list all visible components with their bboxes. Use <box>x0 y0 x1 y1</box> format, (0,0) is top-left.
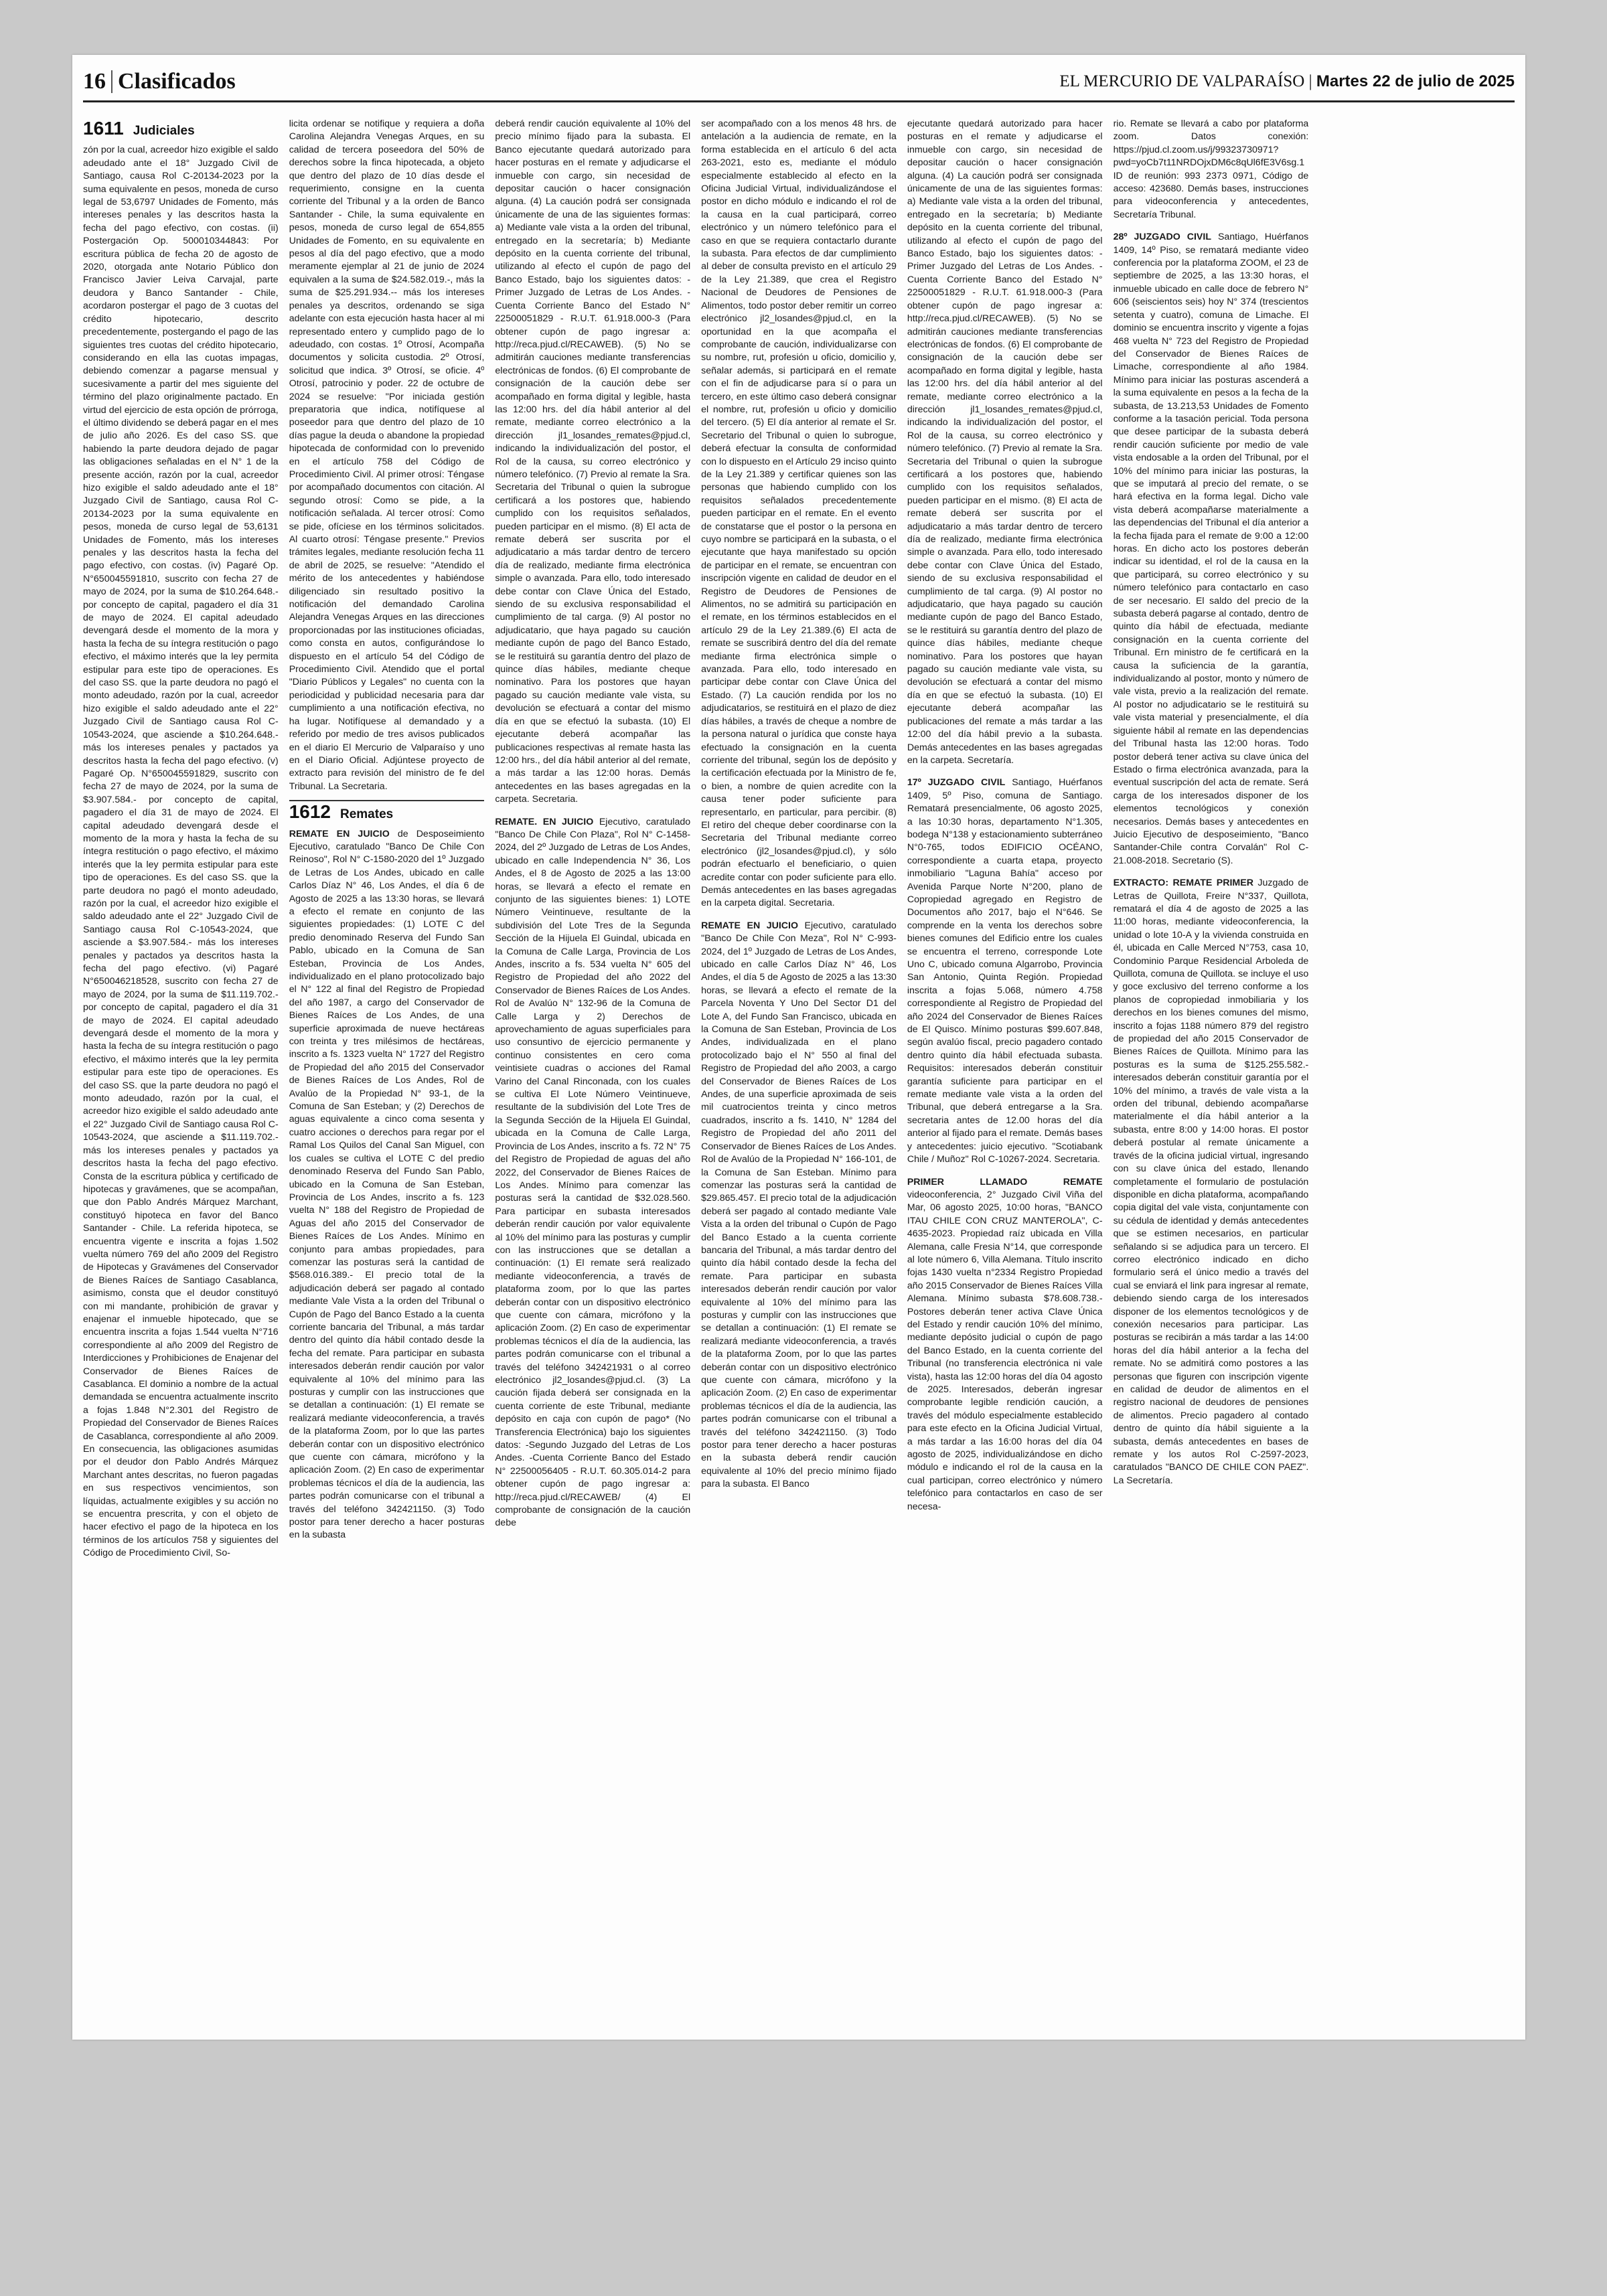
column-2 <box>289 118 485 2030</box>
notice-lead: 28º JUZGADO CIVIL <box>1113 232 1211 243</box>
newspaper-page <box>72 55 1525 2040</box>
section-title: Remates <box>340 807 394 822</box>
notice-text: rio. Remate se llevará a cabo por plataforma zoom. Datos conexión: https://pjud.cl.zoom.us/j/99323730971?pwd=yoCb7t11NRDOjxDM6c8qUl6fE3V6sg.1 ID de reunión: 993 2373 0971, Código de acceso: 423680. Demás bases, instrucciones para videoconferencia y antecedentes, Secretaría Tribunal. <box>1113 118 1309 220</box>
notice-text: ser acompañado con a los menos 48 hrs. de antelación a la audiencia de remate, en la forma establecida en el artículo 6 del acta 263-2021, esto es, mediante el módulo especialmente establecido al efecto en la Oficina Judicial Virtual, individualizándose el postor en dicho módulo e indicando el rol de la causa en la cual participará, correo electrónico y un número telefónico para el caso en que se requiera contactarlo durante la subasta. Para efectos de dar cumplimiento al deber de consulta previsto en el artículo 29 de la Ley 21.389, que crea el Registro Nacional de Deudores de Pensiones de Alimentos, todo postor deber remitir un correo electrónico jl2_losandes@pjud.cl, en la oportunidad en la que acompaña el comprobante de caución, individualizarse con su nombre, rut, profesión u oficio, domicilio y, señalar además, si participará en el remate con el fin de adjudicarse para sí o para un tercero, en este último caso deberá consignar el nombre, rut, profesión u oficio y domicilio del tercero. (5) El día anterior al remate el Sr. Secretario del Tribunal o quien lo subrogue, deberá efectuar la consulta de conformidad con lo dispuesto en el Artículo 29 inciso quinto de la Ley 21.389 y certificar quienes son las personas que habiendo cumplido con los requisitos señalados precedentemente pueden participar en el remate. En el evento de constatarse que el postor o la persona en cuyo nombre se participará en la subasta, o el ejecutante que haya manifestado su opción de participar en el remate, se encuentran con inscripción vigente en calidad de deudor en el Registro de Deudores de Pensiones de Alimentos, no se admitirá su participación en el remate, en los términos establecidos en el artículo 29 de la Ley 21.389.(6) El acta de remate se suscribirá dentro del día del remate mediante firma electrónica simple o avanzada. Para ello, todo interesado en participar debe contar con Clave Única del Estado. (7) La caución rendida por los no adjudicatarios, se restituirá en el plazo de diez días hábiles, a través de cheque a nombre de la persona natural o jurídica que conste haya efectuado la consignación en la cuenta corriente del tribunal, según los de depósito y la certificación efectuada por la Ministro de fe, o bien, a nombre de quien acredite con la causa tener poder suficiente para representarlo, en particular, para percibir. (8) El retiro del cheque deber coordinarse con la Secretaria del Tribunal mediante correo electrónico (jl2_losandes@pjud.cl), y sólo podrán efectuarlo el beneficiario, o quien acredite contar con poder suficiente para ello. Demás antecedentes en las bases agregadas en la carpeta digital. Secretaria. <box>701 118 897 909</box>
section-title: Judiciales <box>133 124 195 138</box>
notice-lead: 17º JUZGADO CIVIL <box>907 777 1006 789</box>
notice-body: Santiago, Huérfanos 1409, 14º Piso, se rematará mediante video conferencia por la plataforma ZOOM, el 23 de septiembre de 2025, a las 13:30 horas, el inmueble ubicado en calle doce de febrero N° 606 (seiscientos seis) hoy N° 374 (trescientos setenta y cuatro), comuna de Limache. El dominio se encuentra inscrito y vigente a fojas 468 vuelta N° 723 del Registro de Propiedad del Conservador de Bienes Raíces de Limache, correspondiente al año 1984. Mínimo para iniciar las posturas ascenderá a la suma equivalente en pesos a la fecha de la subasta, de 13.213,53 Unidades de Fomento conforme a la tasación pericial. Toda persona que desee participar de la subasta deberá rendir caución suficiente por medio de vale vista endosable a la orden del Tribunal, por el 10% del mínimo para iniciar las posturas, la que se imputará al precio del remate, o se hará efectiva en la forma legal. Dicho vale vista deberá acompañarse materialmente a las dependencias del Tribunal el día anterior a la fecha fijada para el remate de 9:00 a 12:00 horas. En dicho acto los postores deberán indicar su identidad, el rol de la causa en la que participará, su correo electrónico y su número telefónico para contactarlo en caso de ser necesario. El saldo del precio de la subasta deberá pagarse al contado, dentro de quinto día hábil de efectuada, mediante consignación en la cuenta corriente del Tribunal. Ern ministro de fe certificará en la causa la suficiencia de la garantía, individualizando al postor, monto y número de vale vista, previo a la realización del remate. Al postor no adjudicatario se le restituirá su vale vista material y presencialmente, el día siguiente hábil al remate en las dependencias del Tribunal hasta las 12:00 horas. Todo postor deberá tener activa su clave única del Estado o firma electrónica avanzada, para la eventual suscripción del acta de remate. Será carga de los interesados disponer de los elementos tecnológicos y conexión necesarios. Demás bases y antecedentes en Juicio Ejecutivo de desposeimiento, "Banco Santander-Chile contra Corvalán" Rol C-21.008-2018. Secretario (S). <box>1113 232 1309 866</box>
column-6 <box>1114 118 1309 2030</box>
notice-body: Ejecutivo, caratulado "Banco De Chile Con Plaza", Rol N° C-1458-2024, del 2º Juzgado de Letras de Los Andes, ubicado en calle Independencia N° 36, Los Andes, el 8 de Agosto de 2025 a las 13:00 horas, se llevará a efecto el remate en conjunto de las siguientes bienes: 1) LOTE Número Veintinueve, resultante de la subdivisión del Lote Tres de la Segunda Sección de la Hijuela El Guindal, ubicada en la Comuna de Calle Larga, Provincia de Los Andes, inscrito a fs. 534 vuelta N° 605 del Registro de Propiedad del año 2022 del Conservador de Bienes Raíces de Los Andes. Rol de Avalúo N° 132-96 de la Comuna de Calle Larga y 2) Derechos de aprovechamiento de aguas superficiales para uso consuntivo de ejercicio permanente y continuo consistentes en cero coma veintisiete cuadras o acciones del Ramal Varino del Canal Rinconada, con los cuales se cultiva El Lote Número Veintinueve, resultante de la subdivisión del Lote Tres de la Segunda Sección de la Hijuela El Guindal, ubicada en la Comuna de Calle Larga, Provincia de Los Andes, inscrito a fs. 72 N° 75 del Registro de Propiedad de aguas del año 2022, del Conservador de Bienes Raíces de Los Andes. Mínimo para comenzar las posturas será la cantidad de $32.028.560. Para participar en subasta interesados deberán rendir caución por valor equivalente al 10% del mínimo para las posturas y cumplir con las instrucciones que se detallan a continuación: (1) El remate será realizado mediante videoconferencia, a través de plataforma zoom, por lo que las partes deberán contar con un dispositivo electrónico que cuente con cámara, micrófono y la aplicación Zoom. (2) En caso de experimentar problemas técnicos el día de la audiencia, las partes podrán comunicarse con el tribunal a través del teléfono 342421931 o al correo electrónico jl2_losandes@pjud.cl. (3) La caución fijada deberá ser consignada en la cuenta corriente de este Tribunal, mediante depósito en caja con cupón de pago* (No Transferencia Electrónica) bajo los siguientes datos: -Segundo Juzgado del Letras de Los Andes. -Cuenta Corriente Banco del Estado N° 22500056405 - R.U.T. 60.305.014-2 para obtener cupón de pago ingresar a: http://reca.pjud.cl/RECAWEB/ (4) El comprobante de consignación de la caución debe <box>495 816 691 1529</box>
page-heading <box>83 69 236 94</box>
notice-body: Santiago, Huérfanos 1409, 5º Piso, comuna de Santiago. Rematará presencialmente, 06 agosto 2025, a las 10:30 horas, departamento N°1.305, bodega N°138 y estacionamiento subterráneo N°0-765, todos EDIFICIO OCÉANO, correspondiente a cuarta etapa, proyecto inmobiliario "Laguna Bahía" acceso por Avenida Parque Norte N°200, plano de Copropiedad agregado en Registro de Documentos año 2017, bajo el N°646. Se comprende en la venta los derechos sobre bienes comunes del Edificio entre los cuales se encuentra el terreno, corresponde Lote Uno C, ubicado comuna Algarrobo, Provincia San Antonio, Quinta Región. Propiedad inscrita a fojas 5.068, número 4.758 correspondiente al Registro de Propiedad del año 2024 del Conservador de Bienes Raíces de El Quisco. Mínimo posturas $99.607.848, según avalúo fiscal, precio pagadero contado dentro quinto día hábil efectuada subasta. Requisitos: interesados deberán constituir garantía suficiente para participar en el remate mediante vale vista a la orden del Tribunal, que deberá entregarse a la Sra. secretaria antes de 12.00 horas del día anterior al fijado para el remate. Demás bases y antecedentes: juicio ejecutivo. "Scotiabank Chile / Muñoz" Rol C-10267-2024. Secretaria. <box>907 777 1103 1165</box>
masthead: EL MERCURIO DE VALPARAÍSO | Martes 22 de julio de 2025 <box>1059 72 1515 90</box>
classifieds-columns <box>83 118 1515 2030</box>
remate-notice <box>495 816 690 1530</box>
notice-body: de Desposeimiento Ejecutivo, caratulado "Banco De Chile Con Reinoso", Rol N° C-1580-2020 del 1º Juzgado de Letras de Los Andes, ubicado en calle Carlos Díaz N° 46, Los Andes, el día 6 de Agosto de 2025 a las 13:30 horas, se llevará a efecto el remate en conjunto de las siguientes propiedades: (1) LOTE C del predio denominado Reserva del Fundo San Pablo, ubicado en la Comuna de San Esteban, Provincia de Los Andes, individualizado en el plano protocolizado bajo el N° 122 al final del Registro de Propiedad del año 1987, a cargo del Conservador de Bienes Raíces de Los Andes, de una superficie aproximada de nueve hectáreas con treinta y tres milésimos de hectáreas, inscrito a fs. 1323 vuelta N° 1727 del Registro de Propiedad del año 2015 del Conservador de Bienes Raíces de Los Andes, Rol de Avalúo de la Propiedad N° 93-1, de la Comuna de San Esteban; y (2) Derechos de aguas equivalente a cinco coma sesenta y cuatro acciones o derechos para regar por el Ramal Los Quilos del Canal San Miguel, con los cuales se cultiva el LOTE C del predio denominado Reserva del Fundo San Pablo, ubicado en la Comuna de San Esteban, Provincia de Los Andes, inscrito a fs. 123 vuelta N° 188 del Registro de Propiedad de Aguas del año 2015 del Conservador de Bienes Raíces de Los Andes. Mínimo en conjunto para ambas propiedades, para comenzar las posturas será la cantidad de $568.016.389.- El precio total de la adjudicación deberá ser pagado al contado mediante Vale Vista a la orden del Tribunal o Cupón de Pago del Banco Estado a la cuenta corriente bancaria del Tribunal, a más tardar dentro del quinto día hábil contado desde la fecha del remate. Para participar en subasta interesados deberán rendir caución por valor equivalente al 10% del mínimo para las posturas y cumplir con las instrucciones que se detallan a continuación: (1) El remate se realizará mediante videoconferencia, a través de la plataforma Zoom, por lo que las partes deberán contar con un dispositivo electrónico que cuente con cámara, micrófono y la aplicación Zoom. (2) En caso de experimentar problemas técnicos el día de la audiencia, las partes podrán comunicarse con el tribunal a través del teléfono 342421150. (3) Todo postor para tener derecho a hacer posturas en la subasta <box>289 828 485 1541</box>
section-name: Clasificados <box>118 69 236 94</box>
notice-text: zón por la cual, acreedor hizo exigible el saldo adeudado ante el 18° Juzgado Civil de Santiago, causa Rol C-20134-2023 por la suma equivalente en pesos, moneda de curso legal de 53,6797 Unidades de Fomento, más intereses penales y las descritos hasta la fecha del pago efectivo, con costas. (ii) Postergación Op. 500010344843: Por escritura pública de fecha 20 de agosto de 2020, otorgada ante Notario Público don Francisco Javier Leiva Carvajal, parte deudora y Banco Santander - Chile, acordaron postergar el pago de 3 cuotas del crédito hipotecario, descrito precedentemente, postergando el pago de las siguientes tres cuotas del crédito hipotecario, considerando en ella las cuotas impagas, debiendo comenzar a pagarse mensual y sucesivamente a partir del mes siguiente del término del plazo originalmente pactado. En virtud del ejercicio de esta opción de prórroga, el último dividendo se deberá pagar en el mes de julio año 2026. Es del caso SS. que habiendo la parte deudora dejado de pagar las obligaciones señaladas en el N° 1 de la presente acción, razón por la cual, acreedor hizo exigible el saldo adeudado ante el 18° Juzgado Civil de Santiago, causa Rol C-20134-2023 por la suma equivalente en pesos, moneda de curso legal de 53,6131 Unidades de Fomento, más los intereses penales y las descritos hasta la fecha del pago efectivo, con costas. (iv) Pagaré Op. N°650045591810, suscrito con fecha 27 de mayo de 2024, por la suma de $10.264.648.- por concepto de capital, pagadero el día 31 de mayo de 2024. El capital adeudado devengará desde el momento de la mora y hasta la fecha de su íntegra restitución o pago efectivo, el máximo interés que la ley permita estipular para este tipo de operaciones. Es del caso SS. que la parte deudora no pagó el monto adeudado, razón por la cual, acreedor hizo exigible el saldo adeudado ante el 22° Juzgado Civil de Santiago causa Rol C-10543-2024, que asciende a $10.264.648.- más los intereses penales y pactados ya descritos hasta la fecha del pago efectivo. (v) Pagaré Op. N°650045591829, suscrito con fecha 27 de mayo de 2024, por la suma de $3.907.584.- por concepto de capital, pagadero el día 31 de mayo de 2024. El capital adeudado devengará desde el momento de la mora y hasta la fecha de su íntegra restitución o pago efectivo, el máximo interés que la ley permita estipular para este tipo de operaciones. Es del caso SS. que la parte deudora no pagó el monto adeudado, razón por la cual, el acreedor hizo exigible el saldo adeudado ante el 22° Juzgado Civil de Santiago causa Rol C-10543-2024, que asciende a $3.907.584.- más los intereses penales y pactados ya descritos hasta la fecha del pago efectivo. (vi) Pagaré N°650046218528, suscrito con fecha 27 de mayo de 2024, por la suma de $11.119.702.- por concepto de capital, pagadero el día 31 de mayo de 2024. El capital adeudado devengará desde el momento de la mora y hasta la fecha de su íntegra restitución o pago efectivo, el máximo interés que la ley permita estipular para este tipo de operaciones. Es del caso SS. que la parte deudora no pagó el monto adeudado, razón por la cual, el acreedor hizo exigible el saldo adeudado ante el 22° Juzgado Civil de Santiago causa Rol C-10543-2024, que asciende a $11.119.702.- más los intereses penales y pactados ya descritos hasta la fecha del pago efectivo. Consta de la escritura pública y certificado de hipotecas y gravámenes, que se acompañan, que don Pablo Andrés Márquez Marchant, constituyó hipoteca en favor del Banco Santander - Chile. La referida hipoteca, se encuentra vigente e inscrita a fojas 1.502 vuelta número 769 del año 2009 del Registro de Hipotecas y Gravámenes del Conservador de Bienes Raíces de Santiago Casablanca, asimismo, consta que el deudor constituyó con mi mandante, prohibición de gravar y enajenar el inmueble hipotecado, que se encuentra inscrita a fojas 1.544 vuelta N°716 correspondiente al año 2009 del Registro de Interdicciones y Prohibiciones de Enajenar del Conservador de Bienes Raíces de Casablanca. El dominio a nombre de la actual demandada se encuentra actualmente inscrito a fojas 1.848 N°2.301 del Registro de Propiedad del Conservador de Bienes Raíces de Casablanca, correspondiente al año 2009. En consecuencia, las obligaciones asumidas por el deudor don Pablo Andrés Márquez Marchant antes descritas, no fueron pagadas en sus respectivos vencimientos, son líquidas, actualmente exigibles y su acción no se encuentra prescrita, y con el objeto de hacer efectivo el pago de la hipoteca en los términos de los artículos 758 y siguientes del Código de Procedimiento Civil, So- <box>83 145 279 1559</box>
column-7 <box>1319 118 1515 2030</box>
remate-notice <box>1114 231 1309 868</box>
notice-lead: PRIMER LLAMADO REMATE <box>907 1176 1103 1187</box>
notice-text: deberá rendir caución equivalente al 10% del precio mínimo fijado para la subasta. El Banco ejecutante quedará autorizado para hacer posturas en el remate y adjudicarse el inmueble con cargo, sin necesidad de depositar caución o hacer consignación alguna. (4) La caución podrá ser consignada únicamente de una de las siguientes formas: a) Mediante vale vista a la orden del tribunal, entregado en la secretaría; b) Mediante depósito en la cuenta corriente del tribunal, utilizando al efecto el cupón de pago del Banco Estado, bajo los siguientes datos: -Primer Juzgado de Letras de Los Andes. -Cuenta Corriente Banco del Estado N° 22500051829 - R.U.T. 61.918.000-3 (Para obtener cupón de pago ingresar a: http://reca.pjud.cl/RECAWEB). (5) No se admitirán cauciones mediante transferencias electrónicas de fondos. (6) El comprobante de consignación de la caución debe ser acompañado en forma digital y legible, hasta las 12:00 hrs. del día hábil anterior al del remate, mediante correo electrónico a la dirección jl1_losandes_remates@pjud.cl, indicando la individualización del postor, el Rol de la causa, su correo electrónico y número telefónico. (7) Previo al remate la Sra. Secretaria del Tribunal o quien la subrogue certificará a los postores que, habiendo cumplido con los requisitos señalados, pueden participar en el mismo. (8) El acta de remate deberá ser suscrita por el adjudicatario a más tardar dentro de tercero día de realizado, mediante firma electrónica simple o avanzada. Para ello, todo interesado debe contar con Clave Única del Estado, siendo de su exclusiva responsabilidad el cumplimiento de tal carga. (9) Al postor no adjudicatario, que haya pagado su caución mediante cupón de pago del Banco Estado, se le restituirá su garantía dentro del plazo de quince días hábiles, mediante cheque nominativo. Para los postores que hayan pagado su caución mediante vale vista, su devolución se efectuará a contar del mismo día en que se efectuó la subasta. (10) El ejecutante deberá acompañar las publicaciones respectivas al remate hasta las 12:00 hrs., del día hábil anterior al del remate, a más tardar a las 12:00 horas. Demás antecedentes en las bases agregadas en la carpeta. Secretaria. <box>495 118 691 805</box>
notice-body: Ejecutivo, caratulado "Banco De Chile Con Meza", Rol N° C-993-2024, del 1º Juzgado de Letras de Los Andes, ubicado en calle Carlos Díaz N° 46, Los Andes, el día 5 de Agosto de 2025 a las 13:30 horas, se llevará a efecto el remate de la Parcela Noventa Y Uno Del Sector D1 del Lote A, del Fundo San Francisco, ubicada en la Comuna de San Esteban, Provincia de Los Andes, individualizada en el plano protocolizado bajo el N° 550 al final del Registro de Propiedad del año 2003, a cargo del Conservador de Bienes Raíces de Los Andes, de una superficie aproximada de seis mil cuatrocientos treinta y cinco metros cuadrados, inscrito a fs. 1410, N° 1284 del Registro de Propiedad del año 2011 del Conservador de Bienes Raíces de Los Andes. Rol de Avalúo de la Propiedad N° 166-101, de la Comuna de San Esteban. Mínimo para comenzar las posturas será la cantidad de $29.865.457. El precio total de la adjudicación deberá ser pagado al contado mediante Vale Vista a la orden del tribunal o Cupón de Pago del Banco Estado a la cuenta corriente bancaria del Tribunal, a más tardar dentro del quinto día hábil contado desde la fecha del remate. Para participar en subasta interesados deberán rendir caución por valor equivalente al 10% del mínimo para las posturas y cumplir con las instrucciones que se detallan a continuación: (1) El remate se realizará mediante videoconferencia, a través de la plataforma Zoom, por lo que las partes deberán contar con un dispositivo electrónico que cuente con cámara, micrófono y la aplicación Zoom. (2) En caso de experimentar problemas técnicos el día de la audiencia, las partes podrán comunicarse con el tribunal a través del teléfono 342421150. (3) Todo postor para tener derecho a hacer posturas en la subasta deberá rendir caución equivalente al 10% del precio mínimo fijado para la subasta. El Banco <box>701 920 897 1490</box>
newspaper-name: EL MERCURIO DE VALPARAÍSO <box>1059 72 1305 90</box>
column-1 <box>83 118 279 2030</box>
header-rule <box>83 100 1515 102</box>
notice-lead: REMATE EN JUICIO <box>289 828 390 839</box>
page-number: 16 <box>83 69 106 94</box>
column-5 <box>907 118 1103 2030</box>
remate-notice <box>1114 877 1309 1487</box>
column-3 <box>495 118 690 2030</box>
notice-lead: EXTRACTO: REMATE PRIMER <box>1113 878 1253 889</box>
notice-lead: REMATE EN JUICIO <box>701 920 799 931</box>
remate-notice <box>907 1176 1103 1514</box>
notice-body: videoconferencia, 2° Juzgado Civil Viña del Mar, 06 agosto 2025, 10:00 horas, "BANCO ITAU CHILE CON CRUZ MANTEROLA", C-4635-2023. Propiedad raíz ubicada en Villa Alemana, calle Fresia N°14, que corresponde al lote número 6, Villa Alemana. Título inscrito fojas 1430 vuelta n°2334 Registro Propiedad año 2015 Conservador de Bienes Raíces Villa Alemana. Mínimo subasta $78.608.738.- Postores deberán tener activa Clave Única del Estado y rendir caución 10% del mínimo, mediante depósito judicial o cupón de pago del Banco Estado, en la cuenta corriente del Tribunal (no transferencia electrónica ni vale vista), hasta las 12:00 horas del día 04 agosto de 2025. Interesados, deberán ingresar comprobante legible rendición caución, a través del módulo especialmente establecido para este efecto en la Oficina Judicial Virtual, a más tardar a las 16:00 horas del día 04 agosto de 2025, individualizándose en dicho módulo e indicando el rol de la causa en la cual participan, correo electrónico y número telefónico para contactarlos en caso de ser necesa- <box>907 1189 1103 1512</box>
section-number: 1611 <box>83 118 124 139</box>
column-4 <box>701 118 897 2030</box>
notice-body: Juzgado de Letras de Quillota, Freire N°337, Quillota, rematará el día 4 de agosto de 2025 a las 11:00 horas, mediante videoconferencia, la unidad o lote 10-A y la vivienda construida en él, ubicada en Calle Merced N°753, casa 10, Condominio Parque Residencial Arboleda de Quillota, comuna de Quillota. se incluye el uso y goce exclusivo del terreno conforme a los planos de copropiedad inmobiliaria y los derechos en los bienes comunes del mismo, inscrito a fojas 1188 número 879 del registro de propiedad del año 2015 Conservador de Bienes Raíces de Quillota. Mínimo para las posturas es la suma de $125.255.582.- interesados deberán constituir garantía por el 10% del mínimo, a través de vale vista a la orden del tribunal, debiendo acompañarse materialmente el día hábil anterior a la subasta, entre 8:00 y 14:00 horas. El postor deberá postular al remate únicamente a través de la oficina judicial virtual, ingresando con su clave única del estado, llenando completamente el formulario de postulación disponible en dicha plataforma, acompañando copia digital del vale vista, conjuntamente con su cédula de identidad y demás antecedentes que se estimen necesarios, en particular señalando si se adjudica para un tercero. El correo electrónico indicado en dicho formulario será el único medio a través del cual se enviará el link para ingresar al remate, debiendo siendo carga de los interesados disponer de los elementos tecnológicos y de conexión necesarios para participar. Las posturas se recibirán a más tardar a las 14:00 horas del día hábil anterior a la fecha del remate. No se admitirá como postores a las personas que figuren con inscripción vigente en calidad de deudor de alimentos en el registro nacional de deudores de pensiones de alimentos. Precio pagadero al contado dentro de quinto día hábil siguiente a la subasta, demás antecedentes en bases de remate y los autos Rol C-2597-2023, caratulados "BANCO DE CHILE CON PAEZ". La Secretaría. <box>1113 878 1309 1486</box>
issue-date: Martes 22 de julio de 2025 <box>1316 72 1515 90</box>
section-number: 1612 <box>289 801 331 823</box>
section-header-judiciales <box>83 118 279 139</box>
page-header <box>83 67 1515 96</box>
notice-lead: REMATE. EN JUICIO <box>495 816 594 827</box>
remate-notice <box>701 920 897 1491</box>
notice-text: licita ordenar se notifique y requiera a doña Carolina Alejandra Venegas Arques, en su calidad de tercera poseedora del 50% de derechos sobre la finca hipotecada, a objeto que dentro del plazo de 10 días desde el requerimiento, consigne en la cuenta corriente del Tribunal y a la orden de Banco Santander - Chile, la suma equivalente en pesos, moneda de curso legal de 654,855 Unidades de Fomento, en su equivalente en pesos al día del pago efectivo, que a modo meramente ejemplar al 21 de junio de 2024 equivalen a la suma de $24.582.019.-, más la suma de $25.291.934.-- más los intereses penales ya descritos, ordenando se siga adelante con esta ejecución hasta hacer al mi representado entero y cumplido pago de lo adeudado, con costas. 1º Otrosí, Acompaña documentos y solicita custodia. 2º Otrosí, solicitud que indica. 3º Otrosí, se oficie. 4º Otrosí, patrocinio y poder. 22 de octubre de 2024 se resuelve: "Por iniciada gestión preparatoria que indica, notifíquese al poseedor para que dentro del plazo de 10 días pague la deuda o abandone la propiedad hipotecada de conformidad con lo prevenido en el artículo 758 del Código de Procedimiento Civil. Al primer otrosí: Téngase por acompañado documentos con citación. Al segundo otrosí: Como se pide, a la notificación señalada. Al tercer otrosí: Como se pide, ofíciese en los términos solicitados. Al cuarto otrosí: Téngase presente." Previos trámites legales, mediante resolución fecha 11 de abril de 2025, se resuelve: "Atendido el mérito de los antecedentes y habiéndose diligenciado sin resultado positivo la notificación del demandado Carolina Alejandra Venegas Arques en las direcciones proporcionadas por las instituciones oficiadas, como consta en autos, configurándose lo dispuesto en el artículo 54 del Código de Procedimiento Civil. Atendido que el portal "Diario Públicos y Legales" no cuenta con la periodicidad y publicidad necesaria para dar cumplimiento a una notificación efectiva, no ha lugar. Notifíquese al demandado y a referido por medio de tres avisos publicados en el diario El Mercurio de Valparaíso y uno en el Diario Oficial. Adjúntese proyecto de extracto para revisión del ministro de fe del Tribunal. La Secretaria. <box>289 118 485 792</box>
remate-notice <box>907 776 1103 1166</box>
header-divider <box>111 70 112 93</box>
section-header-remates <box>289 801 485 823</box>
notice-text: ejecutante quedará autorizado para hacer posturas en el remate y adjudicarse el inmueble con cargo, sin necesidad de depositar caución o hacer consignación alguna. (4) La caución podrá ser consignada únicamente de una de las siguientes formas: a) Mediante vale vista a la orden del tribunal, entregado en la secretaría; b) Mediante depósito en la cuenta corriente del tribunal, utilizando al efecto el cupón de pago del Banco Estado, bajo los siguientes datos: -Primer Juzgado del Letras de Los Andes. -Cuenta Corriente Banco del Estado N° 22500051829 - R.U.T. 61.918.000-3 (Para obtener cupón de pago ingresar a: http://reca.pjud.cl/RECAWEB). (5) No se admitirán cauciones mediante transferencias electrónicas de fondos. (6) El comprobante de consignación de la caución debe ser acompañado en forma digital y legible, hasta las 12:00 hrs. del día hábil anterior al del remate, mediante correo electrónico a la dirección jl1_losandes_remates@pjud.cl, indicando la individualización del postor, el Rol de la causa, su correo electrónico y número telefónico. (7) Previo al remate la Sra. Secretaria del Tribunal o quien la subrogue certificará a los postores que, habiendo cumplido con los requisitos señalados, pueden participar en el mismo. (8) El acta de remate deberá ser suscrita por el adjudicatario a más tardar dentro de tercero día de realizado, mediante firma electrónica simple o avanzada. Para ello, todo interesado debe contar con Clave Única del Estado, siendo de su exclusiva responsabilidad el cumplimiento de tal carga. (9) Al postor no adjudicatario, que haya pagado su caución mediante cupón de pago del Banco Estado, se le restituirá su garantía dentro del plazo de quince días hábiles, mediante cheque nominativo. Para los postores que hayan pagado su caución mediante vale vista, su devolución se efectuará a contar del mismo día en que se efectuó la subasta. (10) El ejecutante deberá acompañar las publicaciones del remate a más tardar a las 12:00 del día hábil previo a la subasta. Demás antecedentes en las bases agregadas en la carpeta. Secretaría. <box>907 118 1103 766</box>
remate-notice <box>289 828 485 1542</box>
